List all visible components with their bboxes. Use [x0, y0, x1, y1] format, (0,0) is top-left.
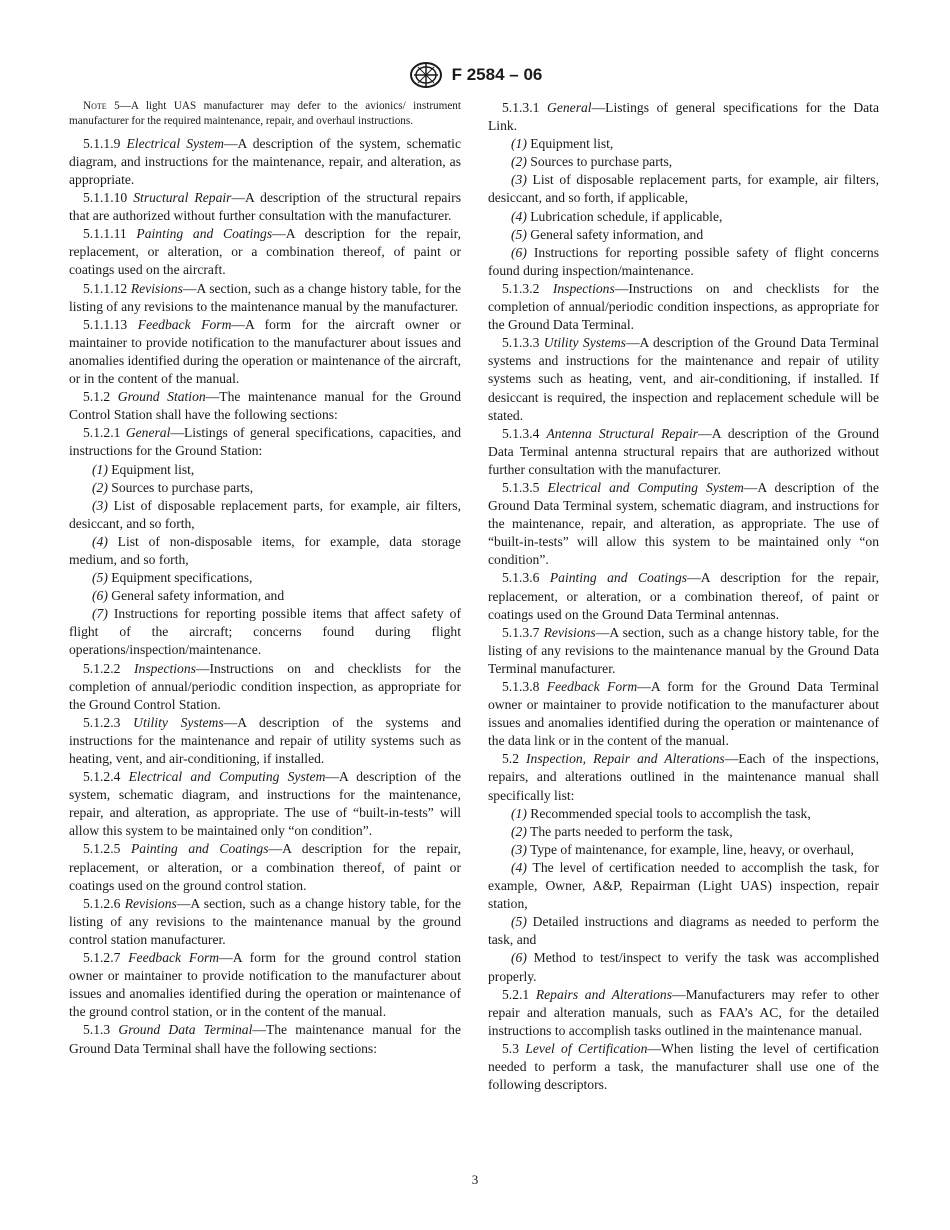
list-item: (6) General safety information, and: [92, 588, 285, 604]
section-paragraph: 5.1.3 Ground Data Terminal—The maintenance manual for the Ground Data Terminal shall have the following sections:: [69, 1022, 462, 1056]
section-paragraph: 5.1.3.5 Electrical and Computing System—A description of the Ground Data Terminal system, schematic diagram, and instructions for the maintenance, repair, and alteration, as appropriate. The use of “built-in-tests” will allow this system to be maintained only “on condition”.: [488, 479, 879, 568]
section-paragraph: 5.1.2.5 Painting and Coatings—A description for the repair, replacement, or alteration, or a combination thereof, of paint or coatings used on the ground control station.: [69, 841, 461, 893]
left-column: [69, 99, 461, 1058]
section-paragraph: 5.1.1.13 Feedback Form—A form for the aircraft owner or maintainer to provide notification to the manufacturer about issues and anomalies identified during the operation or maintenance of the aircraft, or in the content of the manual.: [69, 316, 461, 387]
list-item: (4) List of non-disposable items, for example, data storage medium, and so forth,: [69, 533, 461, 567]
section-paragraph: 5.1.1.10 Structural Repair—A description of the structural repairs that are authorized without further consultation with the manufacturer.: [69, 190, 462, 224]
list-item: (1) Equipment list,: [511, 136, 614, 152]
section-paragraph: 5.1.1.9 Electrical System—A description of the system, schematic diagram, and instructions for the maintenance, repair, and alteration, as appropriate.: [69, 135, 461, 187]
section-paragraph: 5.1.3.1 General—Listings of general specifications for the Data Link.: [488, 100, 879, 134]
list-item: (6) Instructions for reporting possible safety of flight concerns found during inspection/maintenance.: [488, 244, 879, 278]
section-paragraph: 5.1.1.11 Painting and Coatings—A description for the repair, replacement, or alteration, or a combination thereof, of paint or coatings used on the aircraft.: [69, 226, 461, 278]
list-item: (3) Type of maintenance, for example, line, heavy, or overhaul,: [511, 841, 854, 857]
section-paragraph: 5.1.1.12 Revisions—A section, such as a change history table, for the listing of any revisions to the maintenance manual by the manufacturer.: [69, 280, 461, 314]
standard-designation: F 2584 – 06: [451, 65, 543, 84]
list-item: (2) Sources to purchase parts,: [92, 479, 254, 495]
right-column: [488, 99, 879, 1094]
list-item: (4) Lubrication schedule, if applicable,: [511, 208, 723, 224]
section-paragraph: 5.1.3.3 Utility Systems—A description of the Ground Data Terminal systems and instructions for the maintenance and repair of utility systems such as heating, vent, and air-conditioning, if installed. If desiccant is required, the inspection and replacement schedule will be stated.: [488, 335, 880, 423]
list-item: (2) Sources to purchase parts,: [511, 154, 673, 170]
list-item: (3) List of disposable replacement parts, for example, air filters, desiccant, and so forth, if applicable,: [488, 172, 879, 206]
section-paragraph: 5.1.2.6 Revisions—A section, such as a change history table, for the listing of any revisions to the maintenance manual by the ground control station manufacturer.: [69, 895, 461, 947]
list-item: (7) Instructions for reporting possible items that affect safety of flight of the aircraft; concerns found during flight operations/inspection/maintenance.: [69, 606, 461, 658]
list-item: (5) Detailed instructions and diagrams as needed to perform the task, and: [488, 914, 879, 948]
section-paragraph: 5.1.2.7 Feedback Form—A form for the ground control station owner or maintainer to provide notification to the manufacturer about issues and anomalies identified during the operation or maintenance of the ground control station, or in the content of the manual.: [69, 950, 461, 1020]
astm-logo-icon: [408, 60, 444, 90]
note-text: —A light UAS manufacturer may defer to the avionics/ instrument manufacturer for the required maintenance, repair, and overhaul instructions.: [69, 100, 462, 127]
section-paragraph: 5.1.2.1 General—Listings of general specifications, capacities, and instructions for the Ground Station:: [69, 425, 461, 459]
section-paragraph: 5.2.1 Repairs and Alterations—Manufacturers may refer to other repair and alteration manuals, such as FAA’s AC, for the detailed instructions to accomplish tasks outlined in the maintenance manual.: [488, 986, 879, 1038]
section-paragraph: 5.1.3.7 Revisions—A section, such as a change history table, for the listing of any revisions to the maintenance manual by the Ground Data Terminal manufacturer.: [488, 624, 879, 676]
page-header: [0, 60, 950, 90]
note-number: 5: [106, 100, 120, 112]
section-paragraph: 5.1.2 Ground Station—The maintenance manual for the Ground Control Station shall have the following sections:: [69, 389, 461, 423]
section-paragraph: 5.2 Inspection, Repair and Alterations—Each of the inspections, repairs, and alterations outlined in the maintenance manual shall specifically list:: [488, 751, 880, 803]
section-paragraph: 5.1.3.6 Painting and Coatings—A description for the repair, replacement, or alteration, or a combination thereof, of paint or coatings used on the Ground Data Terminal antennas.: [488, 570, 879, 622]
page-number: 3: [471, 1172, 479, 1187]
section-paragraph: 5.1.2.3 Utility Systems—A description of the systems and instructions for the maintenance and repair of utility systems such as heating, vent, and air-conditioning, if installed.: [69, 714, 462, 766]
list-item: (5) Equipment specifications,: [92, 570, 253, 586]
section-paragraph: 5.1.2.2 Inspections—Instructions on and checklists for the completion of annual/periodic condition inspection, as appropriate for the Ground Control Station.: [69, 660, 461, 712]
section-paragraph: 5.1.2.4 Electrical and Computing System—A description of the system, schematic diagram, and instructions for the maintenance, repair, and alteration, as appropriate. The use of “built-in-tests” will allow this system to be maintained only “on condition”.: [69, 769, 461, 839]
list-item: (3) List of disposable replacement parts, for example, air filters, desiccant, and so forth,: [69, 497, 461, 531]
list-item: (2) The parts needed to perform the task,: [511, 823, 733, 839]
note-label: Note: [83, 100, 107, 112]
list-item: (1) Equipment list,: [92, 461, 195, 477]
list-item: (1) Recommended special tools to accomplish the task,: [511, 805, 811, 821]
section-paragraph: 5.1.3.2 Inspections—Instructions on and checklists for the completion of annual/periodic condition inspections, as appropriate for the Ground Data Terminal.: [488, 280, 879, 333]
note-5: [69, 99, 461, 129]
section-paragraph: 5.1.3.4 Antenna Structural Repair—A description of the Ground Data Terminal antenna structural repairs that are authorized without further consultation with the manufacturer.: [488, 425, 879, 477]
section-paragraph: 5.3 Level of Certification—When listing the level of certification needed to perform a task, the manufacturer shall use one of the following descriptors.: [488, 1040, 879, 1093]
section-paragraph: 5.1.3.8 Feedback Form—A form for the Ground Data Terminal owner or maintainer to provide notification to the manufacturer about issues and anomalies identified during the operation or maintenance of the data link or in the content of the manual.: [488, 679, 879, 749]
list-item: (5) General safety information, and: [511, 226, 704, 242]
list-item: (6) Method to test/inspect to verify the task was accomplished properly.: [488, 950, 879, 984]
list-item: (4) The level of certification needed to accomplish the task, for example, Owner, A&P, Repairman (Light UAS) inspection, repair station,: [488, 859, 879, 912]
